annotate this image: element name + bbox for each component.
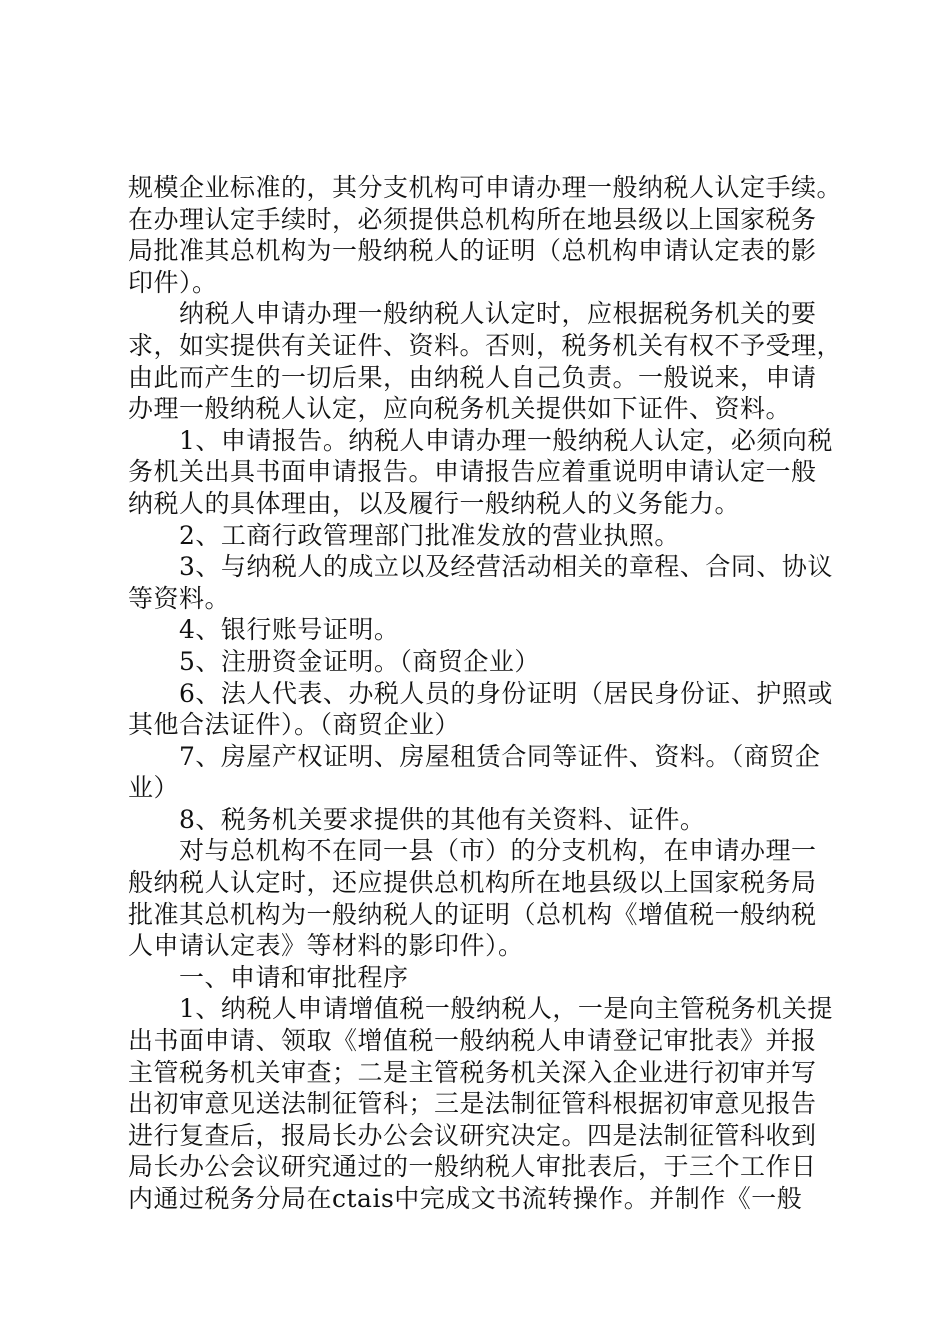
text-line: 内通过税务分局在ctais中完成文书流转操作。并制作《一般 <box>128 1184 803 1213</box>
text-line: 3、与纳税人的成立以及经营活动相关的章程、合同、协议 <box>179 552 833 582</box>
text-line: 7、房屋产权证明、房屋租赁合同等证件、资料。（商贸企 <box>179 741 821 771</box>
text-line: 由此而产生的一切后果，由纳税人自己负责。一般说来，申请 <box>128 362 817 392</box>
document-body <box>128 172 843 1215</box>
text-line: 4、银行账号证明。 <box>179 615 400 645</box>
text-line: 批准其总机构为一般纳税人的证明（总机构《增值税一般纳税 <box>128 899 817 929</box>
text-line: 办理一般纳税人认定，应向税务机关提供如下证件、资料。 <box>128 394 792 424</box>
text-line: 局批准其总机构为一般纳税人的证明（总机构申请认定表的影 <box>128 236 817 266</box>
text-line: 在办理认定手续时，必须提供总机构所在地县级以上国家税务 <box>128 204 817 234</box>
text-line: 主管税务机关审查；二是主管税务机关深入企业进行初审并写 <box>128 1057 817 1087</box>
text-line: 1、申请报告。纳税人申请办理一般纳税人认定，必须向税 <box>179 425 833 455</box>
text-line: 等资料。 <box>128 583 231 613</box>
text-line: 5、注册资金证明。（商贸企业） <box>179 646 540 676</box>
text-line: 印件）。 <box>128 267 218 297</box>
text-line: 8、税务机关要求提供的其他有关资料、证件。 <box>179 804 706 834</box>
text-line: 业） <box>128 773 180 803</box>
text-line: 其他合法证件）。（商贸企业） <box>128 710 461 740</box>
text-line: 出初审意见送法制征管科；三是法制征管科根据初审意见报告 <box>128 1089 817 1119</box>
text-line: 2、工商行政管理部门批准发放的营业执照。 <box>179 520 680 550</box>
text-line: 纳税人的具体理由，以及履行一般纳税人的义务能力。 <box>128 488 741 518</box>
text-line: 人申请认定表》等材料的影印件）。 <box>128 931 524 961</box>
text-line: 纳税人申请办理一般纳税人认定时，应根据税务机关的要 <box>179 299 817 329</box>
text-line: 规模企业标准的，其分支机构可申请办理一般纳税人认定手续。 <box>128 173 843 202</box>
text-line: 1、纳税人申请增值税一般纳税人，一是向主管税务机关提 <box>179 994 833 1024</box>
text-line: 般纳税人认定时，还应提供总机构所在地县级以上国家税务局 <box>128 868 817 898</box>
text-line: 务机关出具书面申请报告。申请报告应着重说明申请认定一般 <box>128 457 817 487</box>
text-line: 一、申请和审批程序 <box>179 962 409 992</box>
text-line: 局长办公会议研究通过的一般纳税人审批表后，于三个工作日 <box>128 1152 817 1182</box>
text-line: 进行复查后，报局长办公会议研究决定。四是法制征管科收到 <box>128 1120 817 1150</box>
text-line: 6、法人代表、办税人员的身份证明（居民身份证、护照或 <box>179 678 833 708</box>
text-line: 求，如实提供有关证件、资料。否则，税务机关有权不予受理， <box>128 330 843 360</box>
text-line: 出书面申请、领取《增值税一般纳税人申请登记审批表》并报 <box>128 1026 817 1056</box>
text-line: 对与总机构不在同一县（市）的分支机构，在申请办理一 <box>179 836 817 866</box>
